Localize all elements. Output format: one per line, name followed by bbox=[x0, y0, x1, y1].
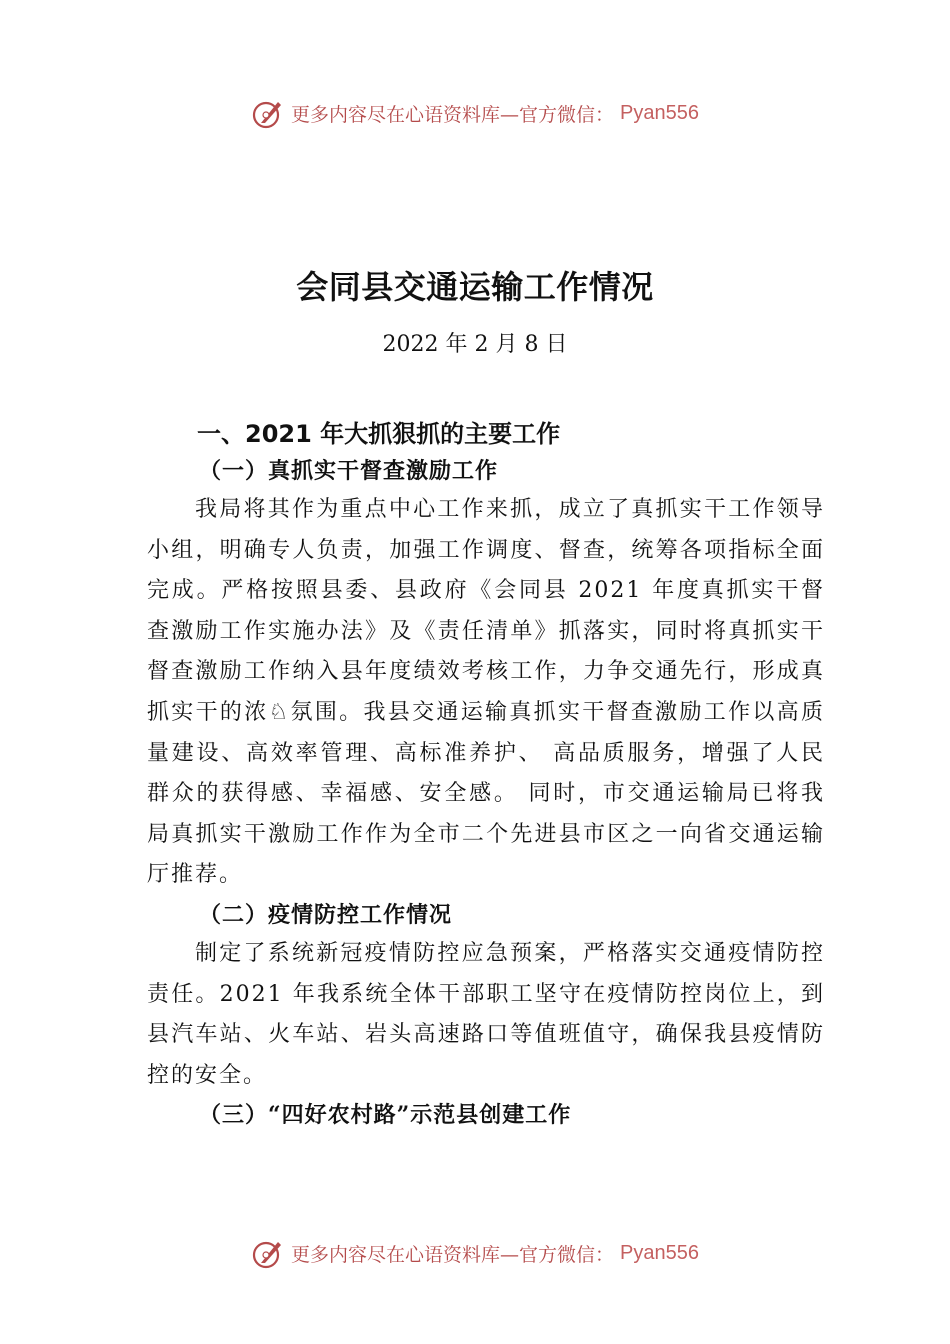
paragraph-epidemic-control: 制定了系统新冠疫情防控应急预案，严格落实交通疫情防控责任。2021 年我系统全体干部职工坚守在疫情防控岗位上，到县汽车站、火车站、岩头高速路口等值班值守，确保我县疫情防控的安全。 bbox=[147, 940, 825, 1088]
quill-circle-icon bbox=[251, 96, 285, 130]
watermark-account: Pyan556 bbox=[620, 101, 699, 124]
document-body bbox=[147, 416, 825, 1134]
watermark-account: Pyan556 bbox=[620, 1241, 699, 1264]
quill-circle-icon bbox=[251, 1236, 285, 1270]
watermark-text: 更多内容尽在心语资料库—官方微信： bbox=[291, 103, 615, 126]
subsection-heading-1: （一）真抓实干督查激励工作 bbox=[199, 458, 499, 484]
watermark-text: 更多内容尽在心语资料库—官方微信： bbox=[291, 1243, 615, 1266]
subsection-heading-3: （三）“四好农村路”示范县创建工作 bbox=[199, 1102, 572, 1129]
paragraph-supervision-incentive: 我局将其作为重点中心工作来抓，成立了真抓实干工作领导小组，明确专人负责，加强工作调度、督查，统筹各项指标全面完成。严格按照县委、县政府《会同县 2021 年度真抓实干督查激励工作实施办法》及《责任清单》抓落实，同时将真抓实干督查激励工作纳入县年度绩效考核工作，力争交通先行，形成真抓实干的浓♘氛围。我县交通运输真抓实干督查激励工作以高质量建设、高效率管理、高标准养护、 高品质服务，增强了人民群众的获得感、幸福感、安全感。 同时，市交通运输局已将我局真抓实干激励工作作为全市二个先进县市区之一向省交通运输厅推荐。 bbox=[147, 497, 825, 888]
subsection-heading-2: （二）疫情防控工作情况 bbox=[199, 901, 453, 928]
header-watermark bbox=[0, 96, 950, 130]
document-date: 2022 年 2 月 8 日 bbox=[382, 332, 568, 357]
footer-watermark bbox=[0, 1236, 950, 1270]
document-title: 会同县交通运输工作情况 bbox=[296, 268, 654, 306]
section-heading-1: 一、2021 年大抓狠抓的主要工作 bbox=[197, 420, 561, 448]
